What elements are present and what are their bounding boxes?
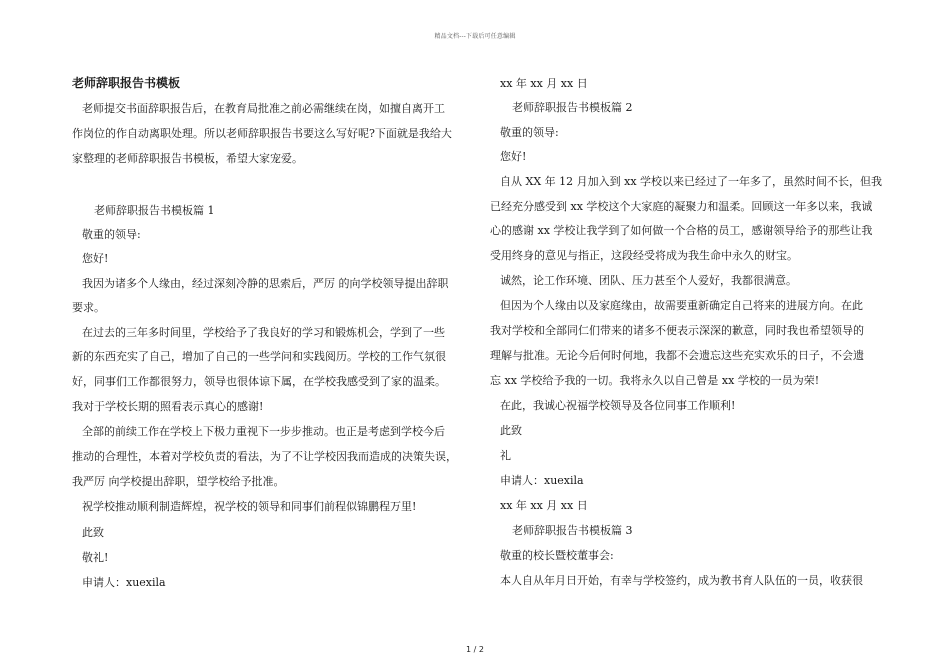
- paragraph-line: 忘 xx 学校给予我的一切。我将永久以自己曾是 xx 学校的一员为荣!: [490, 374, 820, 387]
- paragraph-line: 我对学校和全部同仁们带来的诸多不便表示深深的歉意，同时我也希望领导的: [490, 324, 864, 337]
- intro-line: 家整理的老师辞职报告书模板，希望大家宠爱。: [72, 152, 303, 165]
- intro-line: 老师提交书面辞职报告后，在教育局批准之前必需继续在岗，如擅自离开工: [82, 102, 445, 115]
- greeting: 您好!: [82, 252, 109, 265]
- intro-line: 作岗位的作自动离职处理。所以老师辞职报告书要这么写好呢?下面就是我给大: [72, 127, 452, 140]
- section-heading: 老师辞职报告书模板篇 1: [94, 204, 215, 217]
- paragraph-line: 要求。: [72, 301, 105, 314]
- paragraph-line: 已经充分感受到 xx 学校这个大家庭的凝聚力和温柔。回顾这一年多以来，我诚: [490, 200, 873, 213]
- paragraph-line: 我对于学校长期的照看表示真心的感谢!: [72, 400, 264, 413]
- greeting: 您好!: [500, 150, 527, 163]
- page-header: 精品文档---下载后可任意编辑: [434, 33, 516, 40]
- paragraph-line: 心的感谢 xx 学校让我学到了如何做一个合格的员工，感谢领导给予的那些让我: [490, 224, 873, 237]
- paragraph-line: 在过去的三年多时间里，学校给予了我良好的学习和锻炼机会，学到了一些: [82, 326, 445, 339]
- paragraph-line: 新的东西充实了自己，增加了自己的一些学问和实践阅历。学校的工作气氛很: [72, 350, 446, 363]
- paragraph-line: 全部的前续工作在学校上下极力重视下一步步推动。也正是考虑到学校今后: [82, 425, 445, 438]
- paragraph-line: 我严厉 向学校提出辞职，望学校给予批准。: [72, 475, 285, 488]
- section-heading: 老师辞职报告书模板篇 2: [512, 101, 633, 114]
- paragraph-line: 我因为诸多个人缘由，经过深刻冷静的思索后，严厉 的向学校领导提出辞职: [82, 277, 449, 290]
- applicant-line: 申请人：xuexila: [82, 576, 166, 589]
- salutation: 敬重的校长暨校董事会:: [500, 549, 614, 562]
- paragraph-line: 理解与批准。无论今后何时何地，我都不会遗忘这些充实欢乐的日子，不会遗: [490, 349, 864, 362]
- date-line: xx 年 xx 月 xx 日: [500, 77, 588, 90]
- applicant-line: 申请人：xuexila: [500, 474, 584, 487]
- paragraph-line: 诚然，论工作环境、团队、压力甚至个人爱好，我都很满意。: [500, 274, 797, 287]
- closing-line: 此致: [500, 424, 522, 437]
- paragraph-line: 本人自从年月日开始，有幸与学校签约，成为教书育人队伍的一员，收获很: [500, 574, 863, 587]
- salutation: 敬重的领导:: [82, 228, 141, 241]
- salutation: 敬重的领导:: [500, 126, 559, 139]
- paragraph-line: 祝学校推动顺利制造辉煌，祝学校的领导和同事们前程似锦鹏程万里!: [82, 500, 417, 513]
- closing-line: 敬礼!: [82, 551, 109, 564]
- paragraph-line: 推动的合理性，本着对学校负责的看法，为了不让学校因我而造成的决策失误，: [72, 450, 457, 463]
- document-title: 老师辞职报告书模板: [72, 76, 181, 90]
- page-number: 1 / 2: [466, 645, 484, 654]
- paragraph-line: 自从 XX 年 12 月加入到 xx 学校以来已经过了一年多了，虽然时间不长，但我: [500, 175, 883, 188]
- closing-line: 礼: [500, 449, 511, 462]
- paragraph-line: 好，同事们工作都很努力，领导也很体谅下属，在学校我感受到了家的温柔。: [72, 375, 446, 388]
- date-line: xx 年 xx 月 xx 日: [500, 499, 588, 512]
- closing-line: 此致: [82, 526, 104, 539]
- paragraph-line: 受用终身的意见与指正，这段经受将成为我生命中永久的财宝。: [490, 249, 798, 262]
- section-heading: 老师辞职报告书模板篇 3: [512, 524, 633, 537]
- paragraph-line: 但因为个人缘由以及家庭缘由，故需要重新确定自己将来的进展方向。在此: [500, 299, 863, 312]
- paragraph-line: 在此，我诚心祝福学校领导及各位同事工作顺利!: [500, 399, 736, 412]
